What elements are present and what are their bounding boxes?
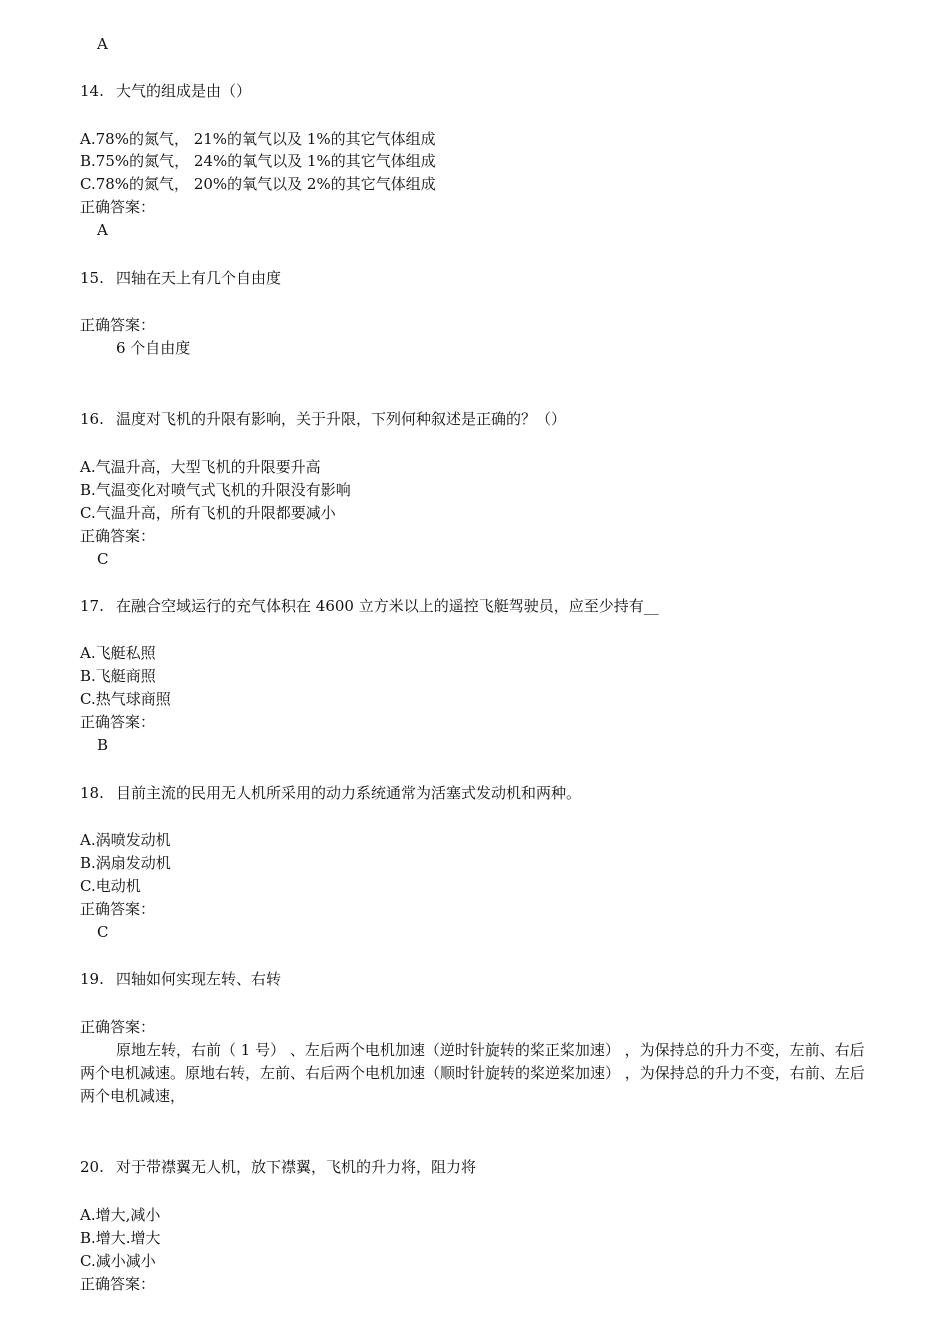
answer-label: 正确答案： — [80, 900, 156, 918]
answer-value: C — [97, 923, 109, 941]
option-c: C.电动机 — [80, 877, 141, 895]
answer-value: C — [97, 550, 109, 568]
option-a: A.78%的氮气， 21%的氧气以及 1%的其它气体组成 — [80, 130, 436, 148]
question-text: 目前主流的民用无人机所采用的动力系统通常为活塞式发动机和两种。 — [116, 784, 582, 802]
answer-label: 正确答案： — [80, 1275, 156, 1293]
answer-label: 正确答案： — [80, 198, 156, 216]
option-c: C.气温升高，所有飞机的升限都要减小 — [80, 504, 336, 522]
option-a: A.增大,减小 — [80, 1206, 161, 1224]
answer-label: 正确答案： — [80, 713, 156, 731]
option-a: A.气温升高，大型飞机的升限要升高 — [80, 458, 321, 476]
question-number: 20. — [80, 1158, 104, 1176]
answer-value: A — [97, 221, 108, 239]
question-number: 14. — [80, 82, 104, 100]
answer-value: A — [97, 35, 108, 53]
option-c: C.78%的氮气， 20%的氧气以及 2%的其它气体组成 — [80, 175, 436, 193]
option-b: B.75%的氮气， 24%的氧气以及 1%的其它气体组成 — [80, 152, 436, 170]
option-b: B.涡扇发动机 — [80, 854, 171, 872]
question-text: 对于带襟翼无人机，放下襟翼，飞机的升力将，阻力将 — [116, 1158, 477, 1176]
answer-label: 正确答案： — [80, 1018, 156, 1036]
question-number: 16. — [80, 410, 104, 428]
option-c: C.热气球商照 — [80, 690, 171, 708]
question-text: 四轴如何实现左转、右转 — [116, 970, 282, 988]
question-text: 温度对飞机的升限有影响，关于升限，下列何种叙述是正确的？（） — [116, 410, 567, 428]
question-text: 大气的组成是由（） — [116, 82, 252, 100]
question-number: 15. — [80, 269, 104, 287]
option-a: A.飞艇私照 — [80, 644, 156, 662]
answer-label: 正确答案： — [80, 316, 156, 334]
question-text: 四轴在天上有几个自由度 — [116, 269, 282, 287]
answer-value: B — [97, 736, 109, 754]
answer-value: 6 个自由度 — [116, 339, 191, 357]
question-number: 18. — [80, 784, 104, 802]
option-b: B.气温变化对喷气式飞机的升限没有影响 — [80, 481, 351, 499]
question-number: 17. — [80, 597, 104, 615]
answer-paragraph: 原地左转，右前（ 1 号） 、左后两个电机加速（逆时针旋转的桨正桨加速） ，为保持总的升力不变，左前、右后两个电机减速。原地右转，左前、右后两个电机加速（顺时针旋转的桨逆桨加速） ，为保持总的升力不变，右前、左后两个电机减速， — [80, 1041, 865, 1105]
option-a: A.涡喷发动机 — [80, 831, 171, 849]
option-b: B.飞艇商照 — [80, 667, 156, 685]
option-c: C.减小减小 — [80, 1252, 156, 1270]
option-b: B.增大.增大 — [80, 1229, 161, 1247]
question-number: 19. — [80, 970, 104, 988]
answer-label: 正确答案： — [80, 527, 156, 545]
question-text: 在融合空域运行的充气体积在 4600 立方米以上的遥控飞艇驾驶员，应至少持有__ — [116, 597, 659, 615]
